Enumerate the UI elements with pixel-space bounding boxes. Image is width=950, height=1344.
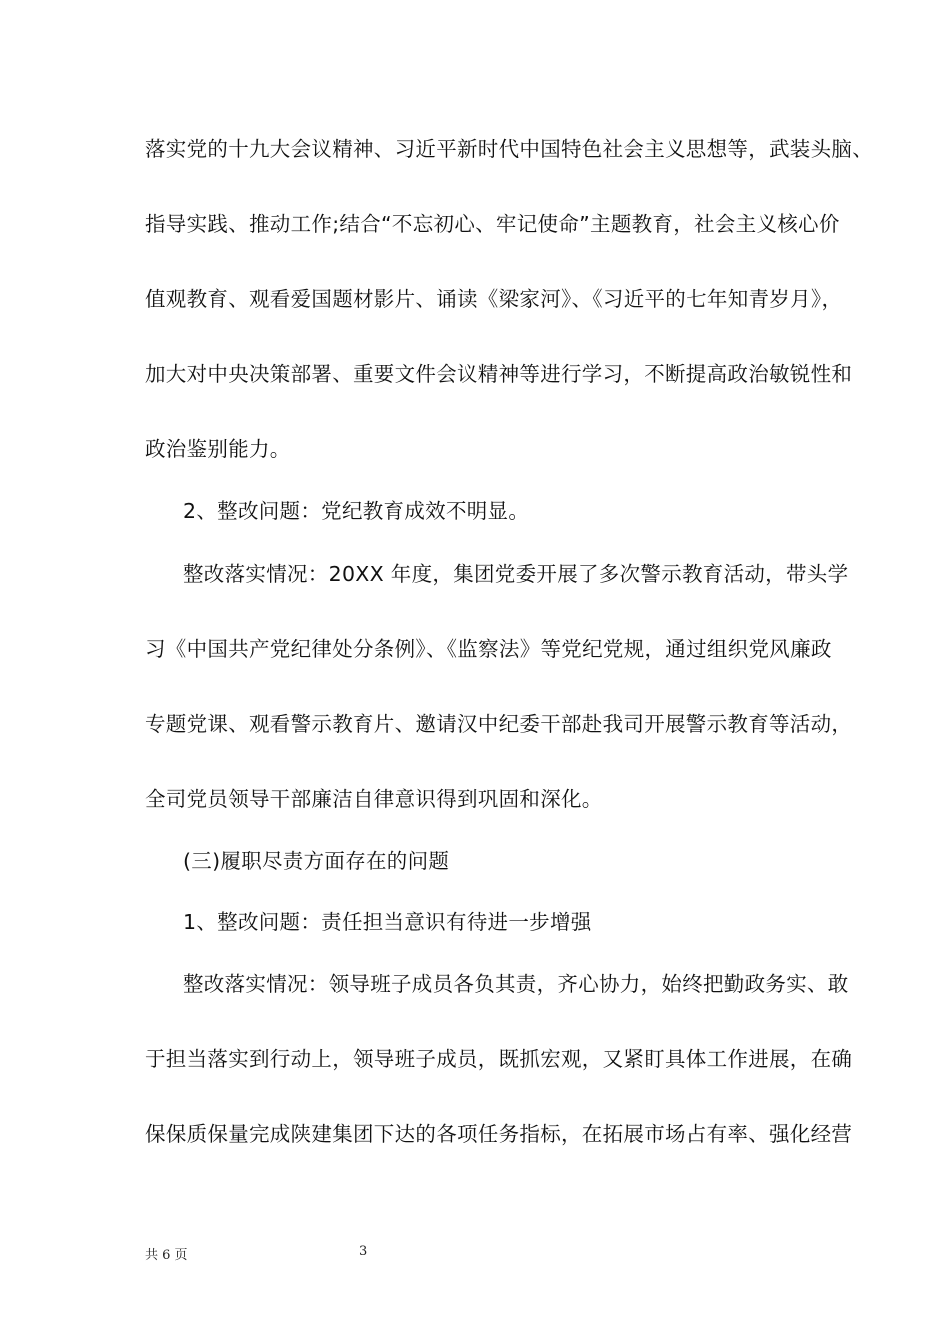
- paragraph-line: 加大对中央决策部署、重要文件会议精神等进行学习，不断提高政治敏锐性和: [145, 362, 853, 386]
- paragraph-line: 落实党的十九大会议精神、习近平新时代中国特色社会主义思想等，武装头脑、: [145, 137, 873, 161]
- paragraph-line: 指导实践、推动工作;结合“不忘初心、牢记使命”主题教育，社会主义核心价: [145, 212, 840, 236]
- paragraph-line: 整改落实情况：领导班子成员各负其责，齐心协力，始终把勤政务实、敢: [183, 972, 849, 996]
- paragraph-line: 整改落实情况：20XX 年度，集团党委开展了多次警示教育活动，带头学: [183, 562, 849, 586]
- section-heading: (三)履职尽责方面存在的问题: [183, 849, 450, 873]
- paragraph-line: 习《中国共产党纪律处分条例》、《监察法》等党纪党规，通过组织党风廉政: [145, 637, 832, 661]
- paragraph-line: 保保质保量完成陕建集团下达的各项任务指标，在拓展市场占有率、强化经营: [145, 1122, 853, 1146]
- paragraph-line: 值观教育、观看爱国题材影片、诵读《梁家河》、《习近平的七年知青岁月》，: [145, 287, 843, 311]
- total-pages-footer: 共 6 页: [145, 1248, 188, 1263]
- paragraph-line: 政治鉴别能力。: [145, 437, 291, 461]
- page-number-footer: 3: [359, 1244, 368, 1259]
- section-heading: 2、整改问题：党纪教育成效不明显。: [183, 499, 530, 523]
- paragraph-line: 专题党课、观看警示教育片、邀请汉中纪委干部赴我司开展警示教育等活动，: [145, 712, 853, 736]
- paragraph-line: 于担当落实到行动上，领导班子成员，既抓宏观，又紧盯具体工作进展，在确: [145, 1047, 853, 1071]
- paragraph-line: 全司党员领导干部廉洁自律意识得到巩固和深化。: [145, 787, 603, 811]
- section-heading: 1、整改问题：责任担当意识有待进一步增强: [183, 910, 592, 934]
